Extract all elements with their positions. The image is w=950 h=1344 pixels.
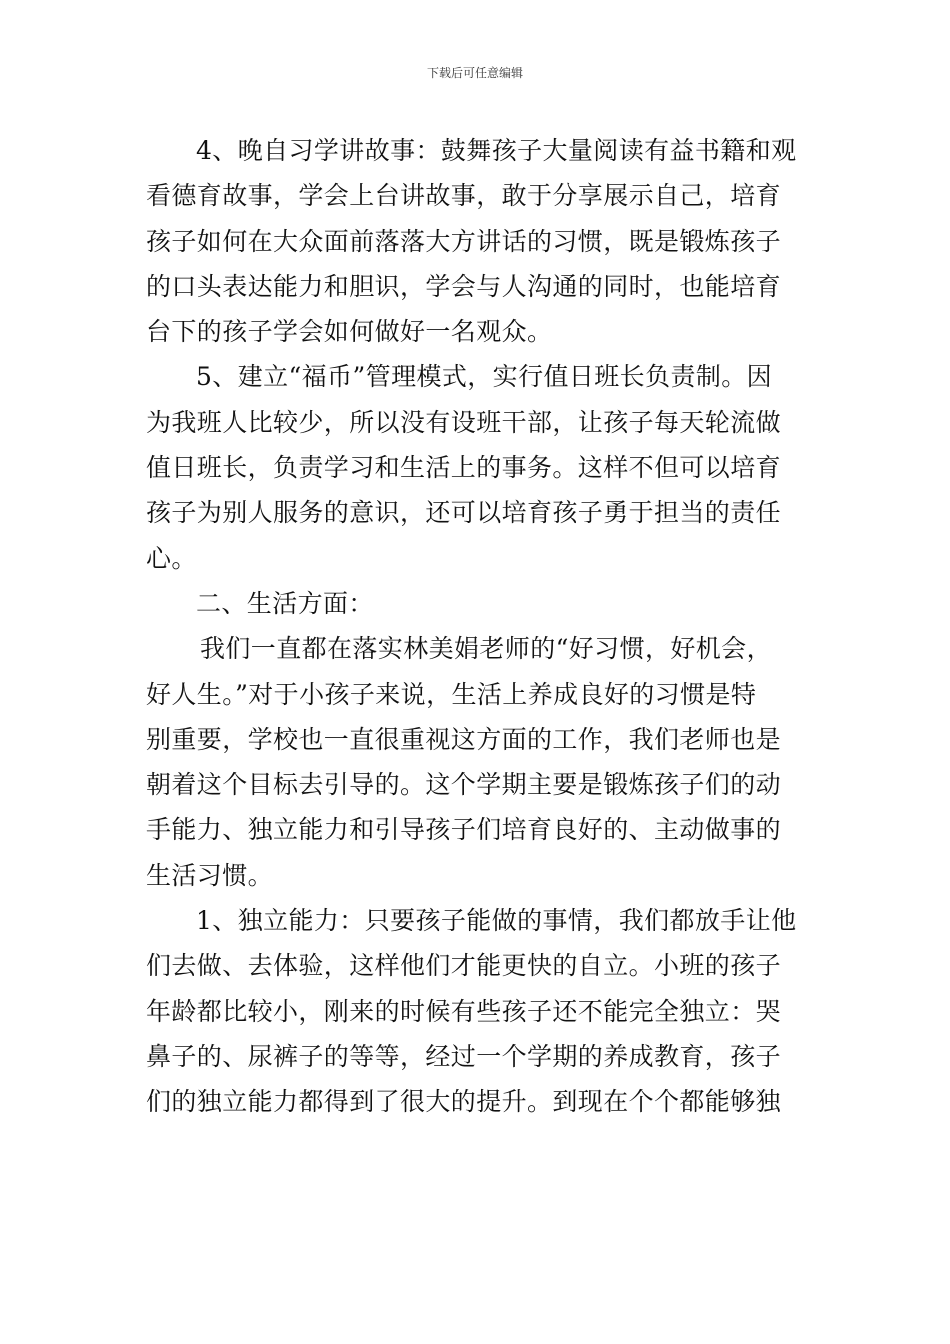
text-line: 1、独立能力：只要孩子能做的事情，我们都放手让他 (196, 906, 797, 936)
text-line: 值日班长，负责学习和生活上的事务。这样不但可以培育 (146, 453, 782, 483)
text-line: 好人生。”对于小孩子来说，生活上养成良好的习惯是特 (146, 679, 757, 709)
paragraph-monitor-system (146, 354, 810, 580)
text-line: 台下的孩子学会如何做好一名观众。 (146, 317, 553, 347)
text-line: 朝着这个目标去引导的。这个学期主要是锻炼孩子们的动 (146, 770, 782, 800)
text-line: 心。 (146, 543, 197, 573)
text-line: 5、建立“福币”管理模式，实行值日班长负责制。因 (196, 362, 773, 392)
text-line: 们的独立能力都得到了很大的提升。到现在个个都能够独 (146, 1087, 782, 1117)
section-heading: 二、生活方面： (196, 588, 374, 618)
paragraph-independence (146, 898, 810, 1124)
text-line: 别重要，学校也一直很重视这方面的工作，我们老师也是 (146, 724, 782, 754)
text-line: 生活习惯。 (146, 860, 274, 890)
document-body (146, 128, 810, 1125)
paragraph-good-habits (146, 626, 810, 898)
page-header: 下载后可任意编辑 (426, 66, 523, 80)
text-line: 的口头表达能力和胆识，学会与人沟通的同时，也能培育 (146, 271, 782, 301)
text-line: 孩子为别人服务的意识，还可以培育孩子勇于担当的责任 (146, 498, 782, 528)
paragraph-story-telling (146, 128, 810, 354)
text-line: 为我班人比较少，所以没有设班干部，让孩子每天轮流做 (146, 407, 782, 437)
text-line: 鼻子的、尿裤子的等等，经过一个学期的养成教育，孩子 (146, 1041, 782, 1071)
text-line: 们去做、去体验，这样他们才能更快的自立。小班的孩子 (146, 951, 782, 981)
text-line: 我们一直都在落实林美娟老师的“好习惯，好机会， (200, 634, 772, 664)
text-line: 孩子如何在大众面前落落大方讲话的习惯，既是锻炼孩子 (146, 226, 782, 256)
text-line: 4、晚自习学讲故事：鼓舞孩子大量阅读有益书籍和观 (196, 136, 797, 165)
text-line: 看德育故事，学会上台讲故事，敢于分享展示自己，培育 (146, 181, 782, 211)
section-heading-life (146, 581, 810, 626)
text-line: 手能力、独立能力和引导孩子们培育良好的、主动做事的 (146, 815, 782, 845)
text-line: 年龄都比较小，刚来的时候有些孩子还不能完全独立：哭 (146, 996, 782, 1026)
